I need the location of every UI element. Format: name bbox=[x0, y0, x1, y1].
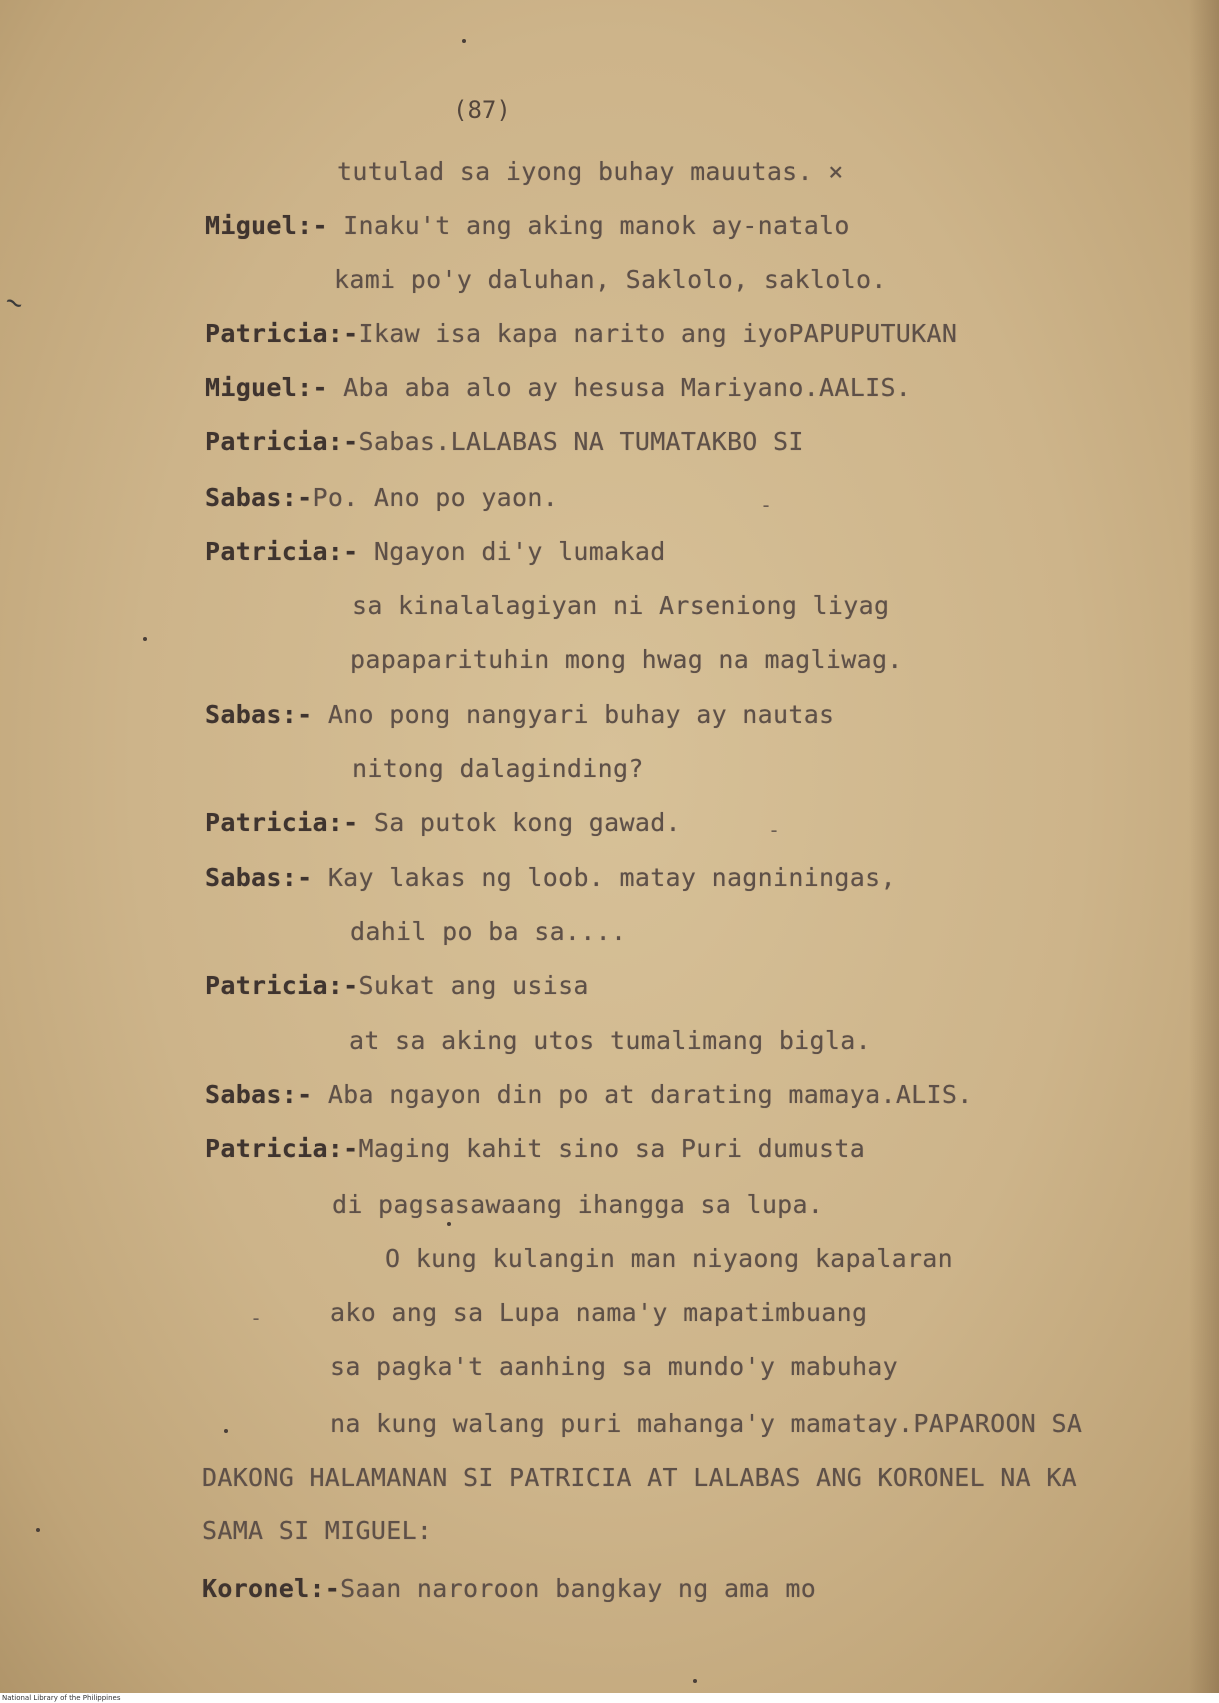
line-15: dahil po ba sa.... bbox=[350, 917, 627, 946]
line-10: papaparituhin mong hwag na magliwag. bbox=[350, 645, 903, 674]
ink-speck bbox=[462, 39, 466, 43]
archive-credit: National Library of the Philippines bbox=[2, 1694, 121, 1702]
line-18: Sabas:- Aba ngayon din po at darating mamaya.ALIS. bbox=[205, 1080, 973, 1109]
line-19: Patricia:-Maging kahit sino sa Puri dumusta bbox=[205, 1134, 866, 1163]
line-17: at sa aking utos tumalimang bigla. bbox=[349, 1026, 871, 1055]
line-1: tutulad sa iyong buhay mauutas. × bbox=[337, 157, 844, 186]
page-edge-shadow bbox=[1189, 0, 1219, 1693]
ink-speck bbox=[693, 1679, 697, 1683]
line-3: kami po'y daluhan, Saklolo, saklolo. bbox=[334, 265, 887, 294]
stray-dash: - bbox=[250, 1306, 263, 1330]
page-number: (87) bbox=[453, 96, 511, 124]
line-16: Patricia:-Sukat ang usisa bbox=[205, 971, 589, 1000]
margin-mark: ~ bbox=[0, 283, 30, 322]
line-27: Koronel:-Saan naroroon bangkay ng ama mo bbox=[202, 1574, 817, 1603]
line-8: Patricia:- Ngayon di'y lumakad bbox=[205, 537, 666, 566]
ink-speck bbox=[36, 1528, 40, 1532]
line-24: na kung walang puri mahanga'y mamatay.PAPAROON SA bbox=[330, 1409, 1083, 1438]
line-5: Miguel:- Aba aba alo ay hesusa Mariyano.AALIS. bbox=[205, 373, 912, 402]
line-21: O kung kulangin man niyaong kapalaran bbox=[385, 1244, 953, 1273]
line-2: Miguel:- Inaku't ang aking manok ay-natalo bbox=[205, 211, 850, 240]
stray-dash: - bbox=[768, 818, 781, 842]
line-25: DAKONG HALAMANAN SI PATRICIA AT LALABAS ANG KORONEL NA KA bbox=[202, 1463, 1078, 1492]
line-13: Patricia:- Sa putok kong gawad. bbox=[205, 808, 681, 837]
line-6: Patricia:-Sabas.LALABAS NA TUMATAKBO SI bbox=[205, 427, 804, 456]
line-12: nitong dalaginding? bbox=[352, 754, 644, 783]
line-14: Sabas:- Kay lakas ng loob. matay nagniningas, bbox=[205, 863, 896, 892]
line-20: di pagsasawaang ihangga sa lupa. bbox=[332, 1190, 824, 1219]
line-22: ako ang sa Lupa nama'y mapatimbuang bbox=[330, 1298, 868, 1327]
line-4: Patricia:-Ikaw isa kapa narito ang iyoPAPUPUTUKAN bbox=[205, 319, 958, 348]
ink-speck bbox=[143, 637, 147, 641]
stray-dash: - bbox=[760, 493, 773, 517]
ink-speck bbox=[224, 1429, 228, 1433]
ink-speck bbox=[447, 1222, 451, 1226]
line-11: Sabas:- Ano pong nangyari buhay ay nautas bbox=[205, 700, 835, 729]
line-23: sa pagka't aanhing sa mundo'y mabuhay bbox=[330, 1352, 898, 1381]
line-7: Sabas:-Po. Ano po yaon. bbox=[205, 483, 559, 512]
line-9: sa kinalalagiyan ni Arseniong liyag bbox=[352, 591, 890, 620]
line-26: SAMA SI MIGUEL: bbox=[202, 1516, 433, 1545]
